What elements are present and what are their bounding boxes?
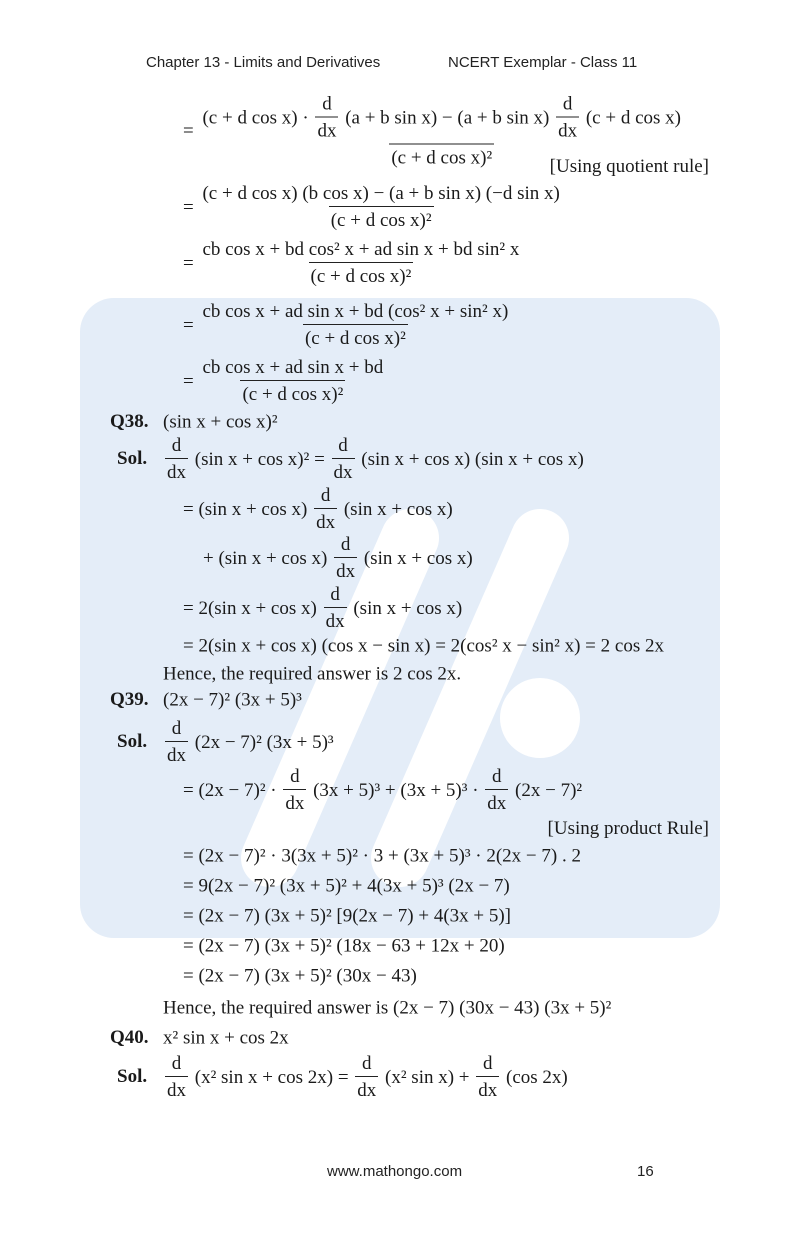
- math-text: d: [330, 584, 340, 605]
- denominator: [556, 117, 579, 141]
- quotient-rule-note: [Using quotient rule]: [549, 156, 709, 177]
- math-text: =: [183, 370, 199, 392]
- fraction: [315, 95, 338, 141]
- math-text: (c + d cos x)²: [391, 147, 493, 169]
- fraction: [165, 1054, 188, 1100]
- math-text: dx: [167, 745, 186, 766]
- fraction: [476, 1054, 499, 1100]
- math-text: (a + b sin x) − (a + b sin x): [340, 107, 555, 128]
- math-text: d: [290, 766, 300, 787]
- math-text: d: [362, 1053, 372, 1074]
- fraction: [314, 486, 337, 532]
- numerator: [360, 1054, 374, 1076]
- math-text: (sin x + cos x): [359, 547, 473, 569]
- math-text: (c + d cos x) (b cos x) − (a + b sin x) (−d sin x): [202, 183, 560, 204]
- math-text: cb cos x + ad sin x + bd: [202, 357, 384, 378]
- denominator: [355, 1076, 378, 1100]
- denominator: [329, 206, 434, 230]
- math-line: [163, 691, 302, 710]
- math-text: (sin x + cos x)² =: [190, 448, 330, 470]
- math-text: d: [171, 435, 182, 456]
- math-text: (c + d cos x)²: [310, 266, 412, 287]
- math-text: (c + d cos x) ·: [202, 107, 314, 128]
- math-line: [183, 767, 582, 813]
- numerator: [288, 767, 302, 789]
- chapter-title: Chapter 13 - Limits and Derivatives: [146, 54, 381, 71]
- math-text: dx: [167, 462, 186, 483]
- math-text: d: [483, 1053, 493, 1074]
- denominator: [283, 789, 306, 813]
- math-text: (2x − 7)²: [510, 779, 583, 801]
- page-number: 16: [637, 1163, 654, 1180]
- numerator: [481, 1054, 495, 1076]
- math-text: dx: [357, 1080, 377, 1101]
- math-line: [163, 1029, 289, 1048]
- math-line: [183, 877, 510, 896]
- math-text: d: [338, 435, 348, 456]
- numerator: [170, 436, 184, 458]
- denominator: [389, 144, 494, 168]
- denominator: [314, 508, 337, 532]
- math-text: = 2(sin x + cos x) (cos x − sin x) = 2(cos² x − sin² x) = 2 cos 2x: [183, 635, 664, 657]
- math-text: = (sin x + cos x): [183, 498, 313, 520]
- math-text: dx: [325, 611, 345, 632]
- fraction: [200, 240, 521, 286]
- denominator: [165, 458, 188, 482]
- math-text: (sin x + cos x) (sin x + cos x): [356, 448, 584, 470]
- math-text: = (2x − 7) (3x + 5)² [9(2x − 7) + 4(3x + 5)]: [183, 905, 512, 927]
- math-text: (sin x + cos x): [339, 498, 453, 520]
- fraction: [332, 436, 355, 482]
- numerator: [200, 240, 521, 262]
- fraction: [324, 585, 347, 631]
- math-line: [163, 665, 461, 684]
- denominator: [476, 1076, 499, 1100]
- math-line: [163, 1054, 568, 1100]
- math-line: [183, 637, 664, 656]
- numerator: [328, 585, 342, 607]
- numerator: [561, 95, 575, 117]
- math-text: = (2x − 7) (3x + 5)² (30x − 43): [183, 965, 417, 987]
- math-line: [183, 95, 685, 168]
- fraction: [200, 95, 683, 168]
- fraction: [200, 358, 385, 404]
- math-line: [163, 413, 278, 432]
- fraction: [200, 302, 510, 348]
- math-text: = (2x − 7)² · 3(3x + 5)² · 3 + (3x + 5)³ · 2(2x − 7) . 2: [183, 845, 581, 867]
- denominator: [334, 557, 357, 581]
- math-text: =: [183, 120, 199, 142]
- question-label-q38: Q38.: [110, 411, 149, 432]
- math-text: Hence, the required answer is (2x − 7) (30x − 43) (3x + 5)²: [163, 997, 612, 1019]
- math-text: =: [183, 314, 199, 336]
- numerator: [170, 1054, 184, 1076]
- math-text: dx: [285, 793, 305, 814]
- math-line: [183, 358, 387, 404]
- numerator: [200, 184, 561, 206]
- product-rule-note: [Using product Rule]: [547, 818, 709, 839]
- math-text: dx: [317, 120, 337, 142]
- math-text: =: [183, 252, 199, 274]
- denominator: [309, 262, 414, 286]
- math-line: [183, 937, 505, 956]
- solution-label-q39: Sol.: [117, 731, 148, 752]
- denominator: [165, 741, 188, 765]
- numerator: [490, 767, 504, 789]
- math-text: d: [320, 485, 331, 506]
- math-text: + (sin x + cos x): [203, 547, 333, 569]
- math-text: d: [171, 718, 182, 739]
- denominator: [165, 1076, 188, 1100]
- question-label-q40: Q40.: [110, 1027, 149, 1048]
- fraction: [200, 184, 561, 230]
- math-text: cb cos x + ad sin x + bd (cos² x + sin² x): [202, 301, 509, 322]
- math-text: (sin x + cos x): [348, 597, 463, 619]
- math-text: d: [171, 1053, 182, 1074]
- math-text: d: [492, 766, 502, 787]
- numerator: [200, 302, 510, 324]
- math-text: = 9(2x − 7)² (3x + 5)² + 4(3x + 5)³ (2x − 7): [183, 875, 510, 897]
- math-text: (c + d cos x)²: [304, 328, 406, 349]
- math-text: dx: [336, 561, 356, 582]
- fraction: [283, 767, 306, 813]
- fraction: [355, 1054, 378, 1100]
- math-text: =: [183, 196, 199, 218]
- numerator: [339, 535, 353, 557]
- fraction: [485, 767, 508, 813]
- math-text: Hence, the required answer is 2 cos 2x.: [163, 663, 462, 685]
- math-text: = 2(sin x + cos x): [183, 597, 322, 619]
- math-line: [163, 436, 584, 482]
- math-text: (c + d cos x)²: [242, 384, 344, 405]
- footer-website: www.mathongo.com: [327, 1163, 463, 1180]
- numerator: [200, 358, 385, 380]
- math-text: dx: [487, 793, 507, 814]
- math-text: = (2x − 7)² ·: [183, 779, 282, 801]
- denominator: [240, 380, 345, 404]
- denominator: [303, 324, 408, 348]
- solution-label-q38: Sol.: [117, 448, 148, 469]
- denominator: [324, 607, 347, 631]
- math-line: [183, 486, 453, 532]
- math-text: dx: [167, 1080, 186, 1101]
- math-text: dx: [558, 120, 578, 142]
- fraction: [165, 719, 188, 765]
- numerator: [320, 95, 334, 117]
- math-line: [183, 967, 417, 986]
- math-line: [183, 240, 523, 286]
- fraction: [165, 436, 188, 482]
- denominator: [315, 117, 338, 141]
- math-line: [163, 719, 334, 765]
- math-text: (c + d cos x)²: [330, 210, 432, 231]
- math-text: d: [322, 93, 332, 115]
- numerator: [336, 436, 350, 458]
- math-text: (sin x + cos x)²: [163, 411, 278, 433]
- math-text: (cos 2x): [501, 1066, 568, 1088]
- denominator: [485, 789, 508, 813]
- math-text: dx: [333, 462, 353, 483]
- math-line: [203, 535, 473, 581]
- math-text: (2x − 7)² (3x + 5)³: [163, 689, 302, 711]
- math-text: (2x − 7)² (3x + 5)³: [190, 731, 334, 753]
- math-text: d: [562, 93, 573, 115]
- denominator: [332, 458, 355, 482]
- math-text: dx: [478, 1080, 498, 1101]
- solution-label-q40: Sol.: [117, 1066, 148, 1087]
- math-text: dx: [316, 512, 336, 533]
- math-text: (x² sin x + cos 2x) =: [190, 1066, 354, 1088]
- math-text: (3x + 5)³ + (3x + 5)³ ·: [308, 779, 484, 801]
- math-line: [183, 907, 511, 926]
- fraction: [334, 535, 357, 581]
- math-text: = (2x − 7) (3x + 5)² (18x − 63 + 12x + 20): [183, 935, 505, 957]
- math-line: [183, 184, 564, 230]
- math-line: [183, 585, 462, 631]
- math-text: (x² sin x) +: [380, 1066, 475, 1088]
- fraction: [556, 95, 579, 141]
- math-text: d: [340, 534, 351, 555]
- question-label-q39: Q39.: [110, 689, 149, 710]
- numerator: [200, 95, 683, 144]
- math-text: (c + d cos x): [581, 107, 681, 128]
- math-line: [183, 302, 512, 348]
- numerator: [319, 486, 333, 508]
- numerator: [170, 719, 184, 741]
- book-title: NCERT Exemplar - Class 11: [448, 54, 638, 71]
- math-text: cb cos x + bd cos² x + ad sin x + bd sin² x: [202, 239, 520, 260]
- math-line: [183, 847, 581, 866]
- math-text: x² sin x + cos 2x: [163, 1027, 289, 1049]
- math-line: [163, 999, 611, 1018]
